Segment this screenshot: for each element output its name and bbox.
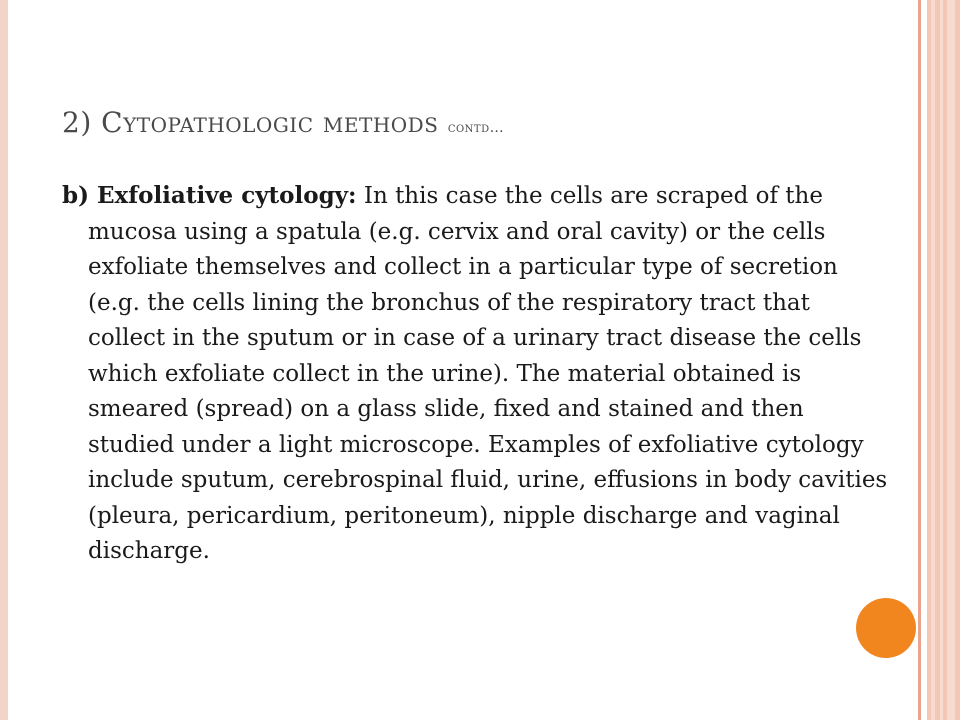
bullet-paragraph: [62, 178, 888, 570]
title-suffix: contd…: [447, 120, 505, 136]
stripe: [931, 0, 935, 720]
stripe: [947, 0, 955, 720]
right-frame-line: [918, 0, 921, 720]
stripe: [940, 0, 943, 720]
slide-title: [62, 106, 504, 139]
title-main: Cytopathologic methods: [101, 106, 439, 139]
left-border-strip: [0, 0, 8, 720]
right-decorative-stripes: [927, 0, 960, 720]
bullet-text: In this case the cells are scraped of the mucosa using a spatula (e.g. cervix and oral cavity) or the cells exfoliate themselves and collect in a particular type of secretion (e.g. the cells lining the bronchus of the respiratory tract that collect in the sputum or in case of a urinary tract disease the cells which exfoliate collect in the urine). The material obtained is smeared (spread) on a glass slide, fixed and stained and then studied under a light microscope. Examples of exfoliative cytology include sputum, cerebrospinal fluid, urine, effusions in body cavities (pleura, pericardium, peritoneum), nipple discharge and vaginal discharge.: [88, 183, 888, 564]
title-number: 2): [62, 106, 102, 139]
bullet-term: b) Exfoliative cytology:: [62, 182, 357, 209]
orange-circle-decoration: [856, 598, 916, 658]
